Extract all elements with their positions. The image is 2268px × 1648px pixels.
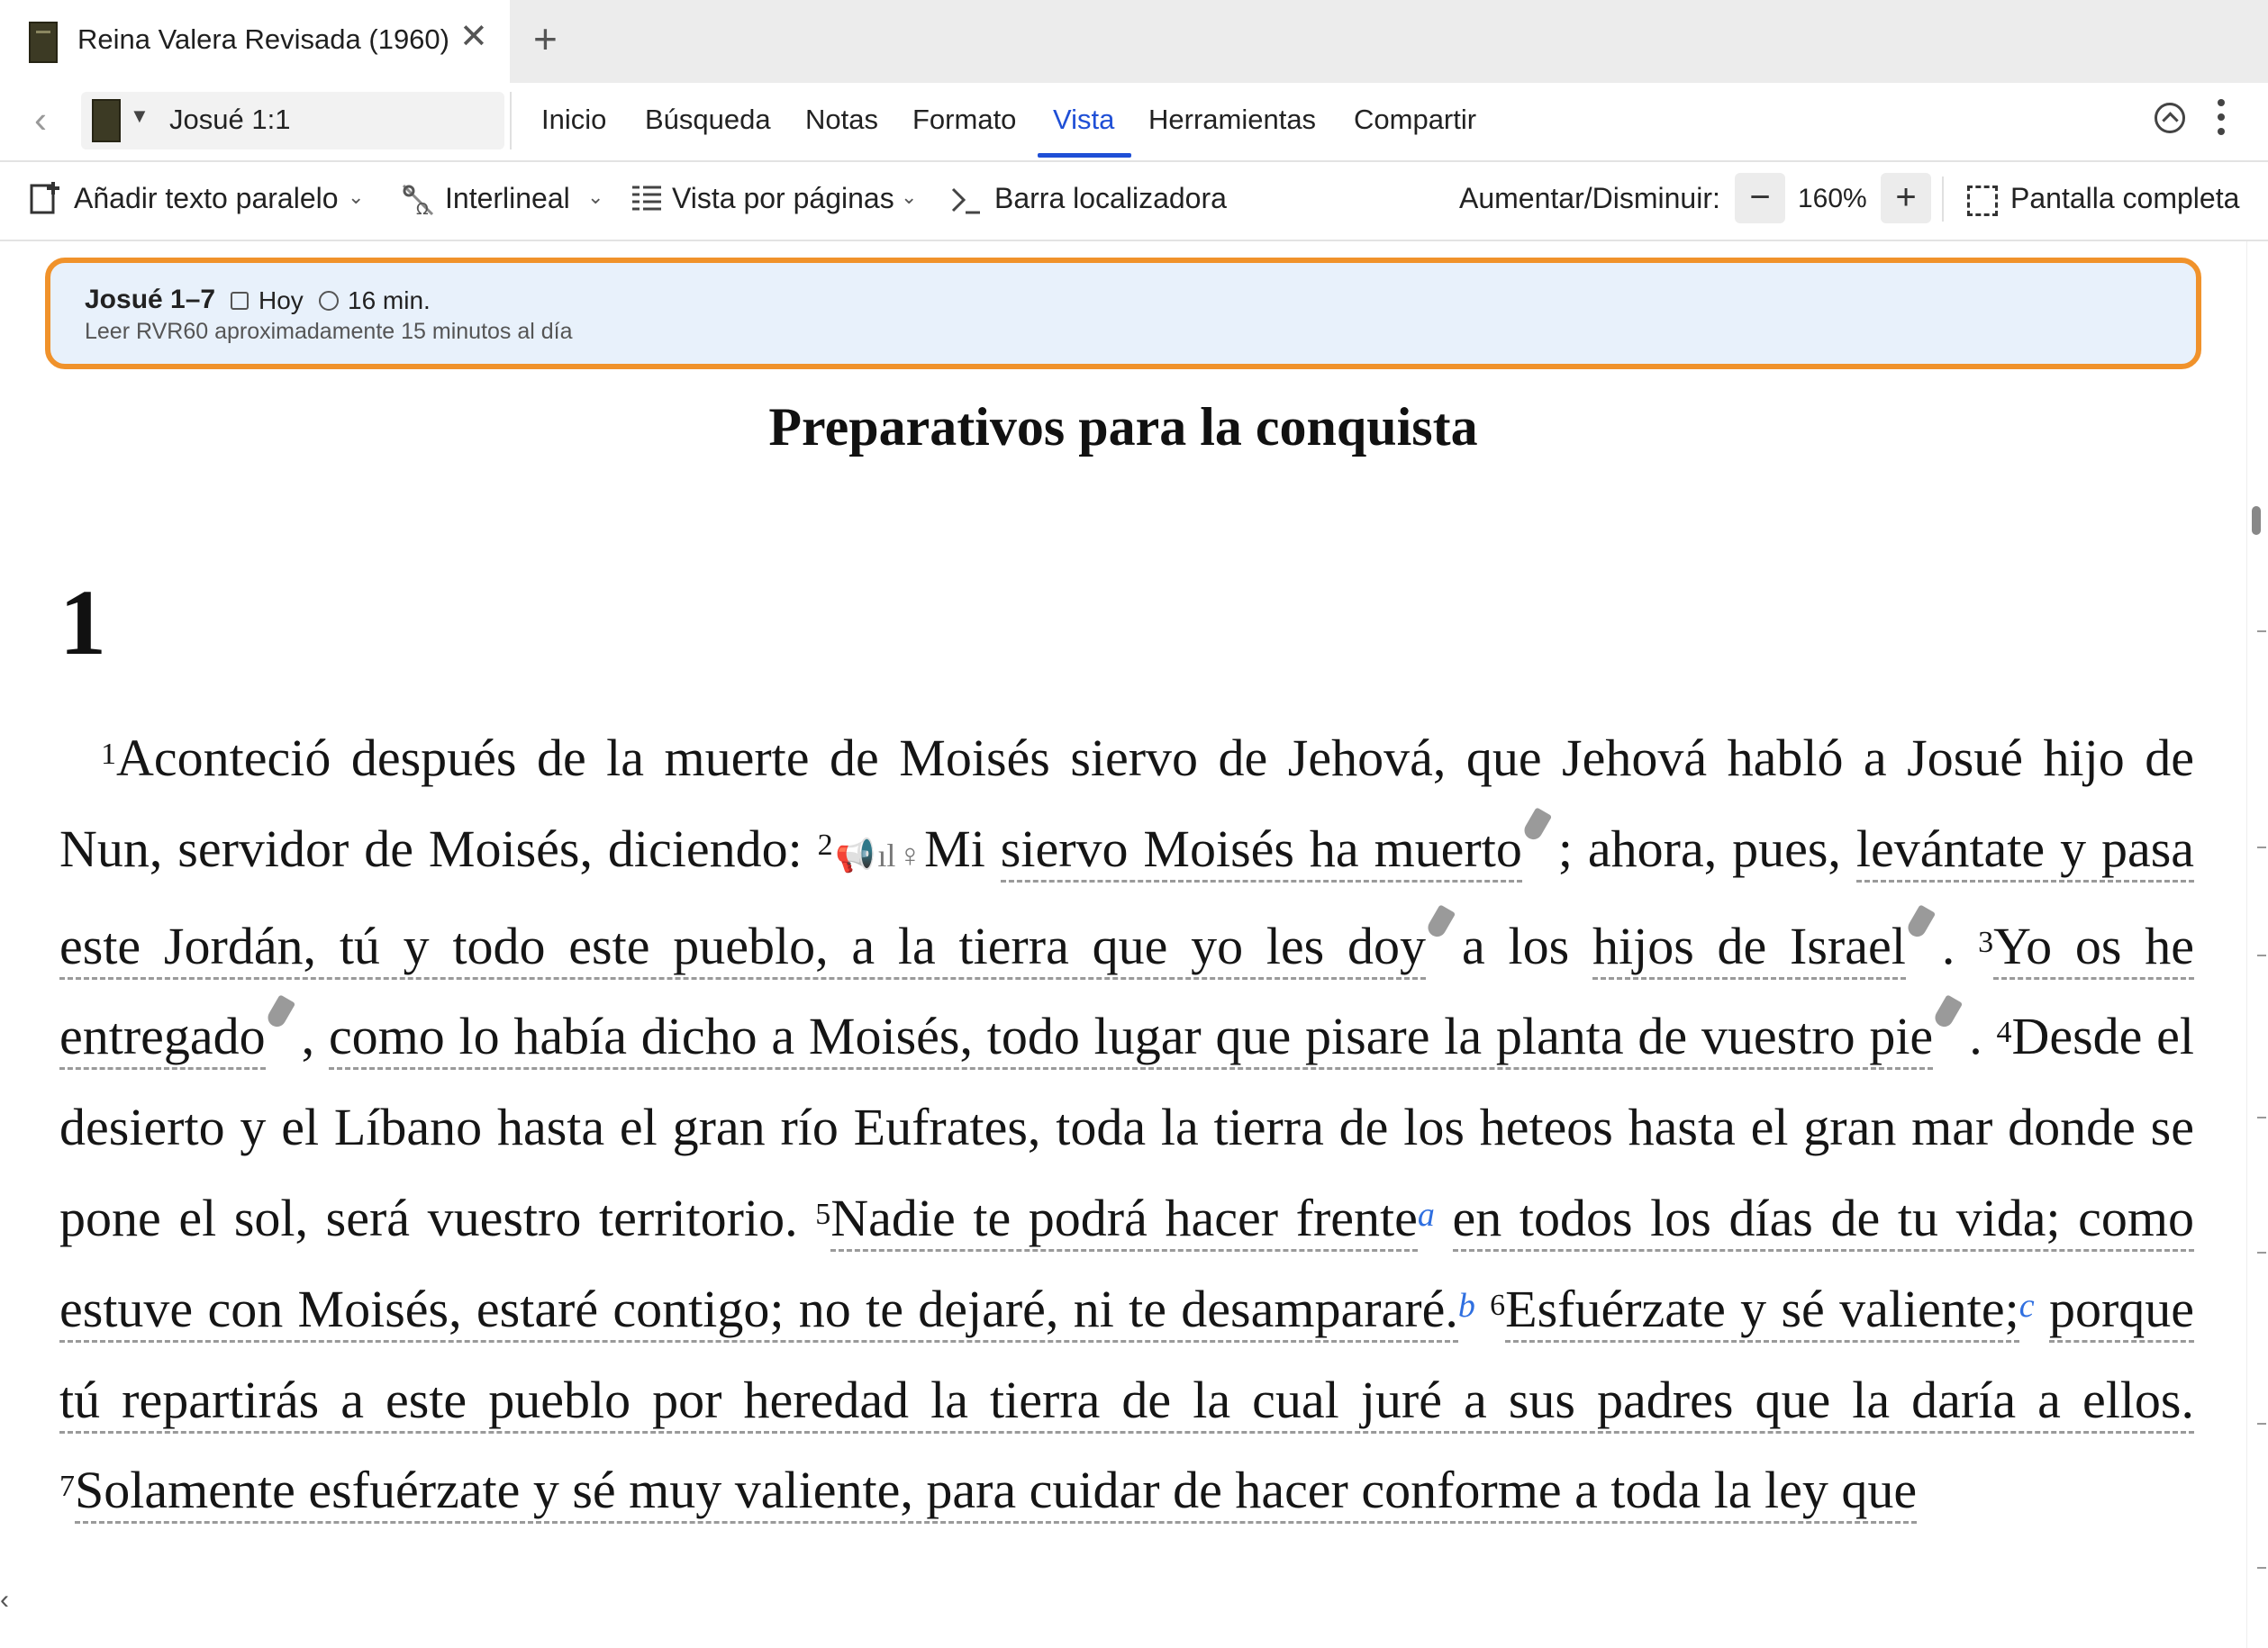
clock-icon bbox=[319, 291, 339, 311]
highlighter-icon[interactable] bbox=[1521, 807, 1552, 842]
zoom-in-button[interactable]: + bbox=[1881, 173, 1931, 223]
close-icon[interactable]: ✕ bbox=[459, 18, 488, 56]
verse-2-part[interactable]: a los bbox=[1462, 916, 1570, 975]
section-heading: Preparativos para la conquista bbox=[768, 397, 1478, 457]
scroll-marker bbox=[2257, 955, 2266, 956]
menu-notas[interactable]: Notas bbox=[805, 104, 878, 135]
verse-6-part[interactable]: Esfuérzate y sé valiente; bbox=[1505, 1280, 2019, 1343]
verse-3-part[interactable]: , bbox=[301, 1007, 315, 1066]
locator-bar-icon[interactable] bbox=[949, 184, 982, 216]
add-parallel-button[interactable]: Añadir texto paralelo bbox=[74, 182, 339, 214]
verse-5-part[interactable]: en todos los días de tu vida; como estuve con Moisés, estaré contigo; no te dejaré, ni te desampararé. bbox=[59, 1189, 2194, 1343]
cross-ref-phrase[interactable]: como lo había dicho a Moisés, todo lugar que pisare la planta de vuestro pie bbox=[329, 1007, 1933, 1070]
plan-title: Josué 1–7 bbox=[85, 285, 216, 314]
collapse-up-icon[interactable] bbox=[2155, 103, 2185, 133]
scroll-marker bbox=[2257, 1423, 2266, 1425]
verse-number[interactable]: 4 bbox=[1996, 1016, 2012, 1050]
interlinear-icon[interactable] bbox=[400, 182, 436, 218]
more-options-icon[interactable] bbox=[2218, 99, 2225, 139]
chevron-down-icon[interactable]: ▼ bbox=[130, 104, 150, 127]
highlighter-icon[interactable] bbox=[1932, 995, 1963, 1030]
scrollbar[interactable] bbox=[2246, 241, 2268, 1648]
menu-compartir[interactable]: Compartir bbox=[1354, 104, 1477, 135]
menu-inicio[interactable]: Inicio bbox=[541, 104, 607, 135]
footnote-marker[interactable]: c bbox=[2019, 1286, 2035, 1325]
verse-2-part[interactable]: ; ahora, pues, bbox=[1557, 819, 1841, 878]
chapter-number: 1 bbox=[59, 571, 106, 675]
verse-6-part[interactable]: porque tú repartirás a este pueblo por heredad la tierra de la cual juré a sus padres que la daría a ellos. bbox=[59, 1280, 2194, 1434]
cross-ref-phrase[interactable]: Yo os he entregado bbox=[59, 917, 2194, 1071]
locator-bar-button[interactable]: Barra localizadora bbox=[994, 182, 1227, 214]
cross-ref-phrase[interactable]: siervo Moisés ha muerto bbox=[1001, 819, 1522, 883]
verse-2-part[interactable]: Mi bbox=[924, 819, 985, 878]
chevron-down-icon[interactable]: ⌄ bbox=[587, 186, 604, 208]
fullscreen-button[interactable]: Pantalla completa bbox=[2010, 182, 2240, 214]
verse-5-part[interactable]: Nadie te podrá hacer frente bbox=[830, 1189, 1418, 1252]
verse-number[interactable]: 3 bbox=[1978, 925, 1994, 959]
cross-ref-phrase[interactable]: levántate y pasa este Jordán, tú y todo este pueblo, a la tierra que yo les doy bbox=[59, 819, 2194, 980]
menu-busqueda[interactable]: Búsqueda bbox=[645, 104, 771, 135]
verse-number[interactable]: 7 bbox=[59, 1470, 75, 1504]
verse-number[interactable]: 1 bbox=[101, 738, 116, 771]
divider bbox=[510, 92, 512, 149]
plan-date: Hoy bbox=[259, 286, 304, 314]
chevron-left-icon[interactable]: ‹ bbox=[0, 1585, 9, 1615]
zoom-level: 160% bbox=[1798, 184, 1867, 213]
menu-formato[interactable]: Formato bbox=[912, 104, 1017, 135]
scroll-marker bbox=[2257, 1567, 2266, 1569]
verse-2-part[interactable]: . bbox=[1941, 916, 1955, 975]
menu-herramientas[interactable]: Herramientas bbox=[1148, 104, 1317, 135]
zoom-out-button[interactable]: − bbox=[1735, 173, 1785, 223]
scroll-marker bbox=[2257, 1252, 2266, 1254]
book-cover-icon bbox=[29, 22, 58, 63]
chevron-down-icon[interactable]: ⌄ bbox=[901, 186, 918, 208]
verse-7[interactable]: Solamente esfuérzate y sé muy valiente, para cuidar de hacer conforme a toda la ley que bbox=[75, 1461, 1917, 1524]
scroll-marker bbox=[2257, 1117, 2266, 1118]
bible-text bbox=[59, 713, 2194, 1536]
footnote-marker[interactable]: a bbox=[1417, 1195, 1435, 1234]
divider bbox=[0, 240, 2268, 241]
divider bbox=[1942, 177, 1944, 222]
menu-vista[interactable]: Vista bbox=[1053, 104, 1115, 135]
reference-input[interactable]: Josué 1:1 bbox=[169, 104, 291, 135]
chevron-down-icon[interactable]: ⌄ bbox=[348, 186, 365, 208]
cross-ref-phrase[interactable]: hijos de Israel bbox=[1592, 917, 1906, 980]
tab-title: Reina Valera Revisada (1960) bbox=[77, 23, 449, 55]
svg-text:Ω: Ω bbox=[416, 200, 429, 218]
zoom-label: Aumentar/Disminuir: bbox=[1459, 182, 1720, 214]
plan-duration: 16 min. bbox=[348, 286, 431, 314]
verse-number[interactable]: 5 bbox=[815, 1197, 831, 1231]
highlighter-icon[interactable] bbox=[265, 995, 295, 1030]
fullscreen-icon[interactable] bbox=[1967, 186, 1998, 216]
scroll-marker bbox=[2257, 847, 2266, 848]
plan-subtitle: Leer RVR60 aproximadamente 15 minutos al día bbox=[85, 319, 573, 344]
active-tab-indicator bbox=[1038, 153, 1131, 158]
verse-number[interactable]: 6 bbox=[1490, 1288, 1506, 1322]
scroll-marker bbox=[2257, 630, 2266, 632]
highlighter-icon[interactable] bbox=[1425, 904, 1456, 939]
footnote-marker[interactable]: b bbox=[1457, 1286, 1475, 1325]
page-view-button[interactable]: Vista por páginas bbox=[672, 182, 894, 214]
verse-audio-icons[interactable]: 📢ıl♀ bbox=[832, 837, 925, 874]
calendar-icon bbox=[231, 292, 249, 310]
verse-3-part[interactable]: . bbox=[1969, 1007, 1982, 1066]
book-cover-icon[interactable] bbox=[92, 99, 121, 142]
add-parallel-icon[interactable] bbox=[29, 180, 65, 216]
interlinear-button[interactable]: Interlineal bbox=[445, 182, 570, 214]
highlighter-icon[interactable] bbox=[1905, 904, 1936, 939]
scrollbar-thumb[interactable] bbox=[2252, 506, 2261, 535]
page-view-icon[interactable] bbox=[631, 184, 663, 216]
back-icon[interactable]: ‹ bbox=[34, 98, 47, 140]
add-tab-icon[interactable]: + bbox=[533, 15, 558, 62]
verse-4[interactable]: Desde el desierto y el Líbano hasta el gran río Eufrates, toda la tierra de los heteos hasta el gran mar donde se pone el sol, será vuestro territorio. bbox=[59, 1007, 2195, 1247]
verse-number[interactable]: 2 bbox=[817, 828, 833, 862]
verse-1[interactable]: Aconteció después de la muerte de Moisés siervo de Jehová, que Jehová habló a Josué hijo de Nun, servidor de Moisés, diciendo: bbox=[59, 729, 2194, 878]
